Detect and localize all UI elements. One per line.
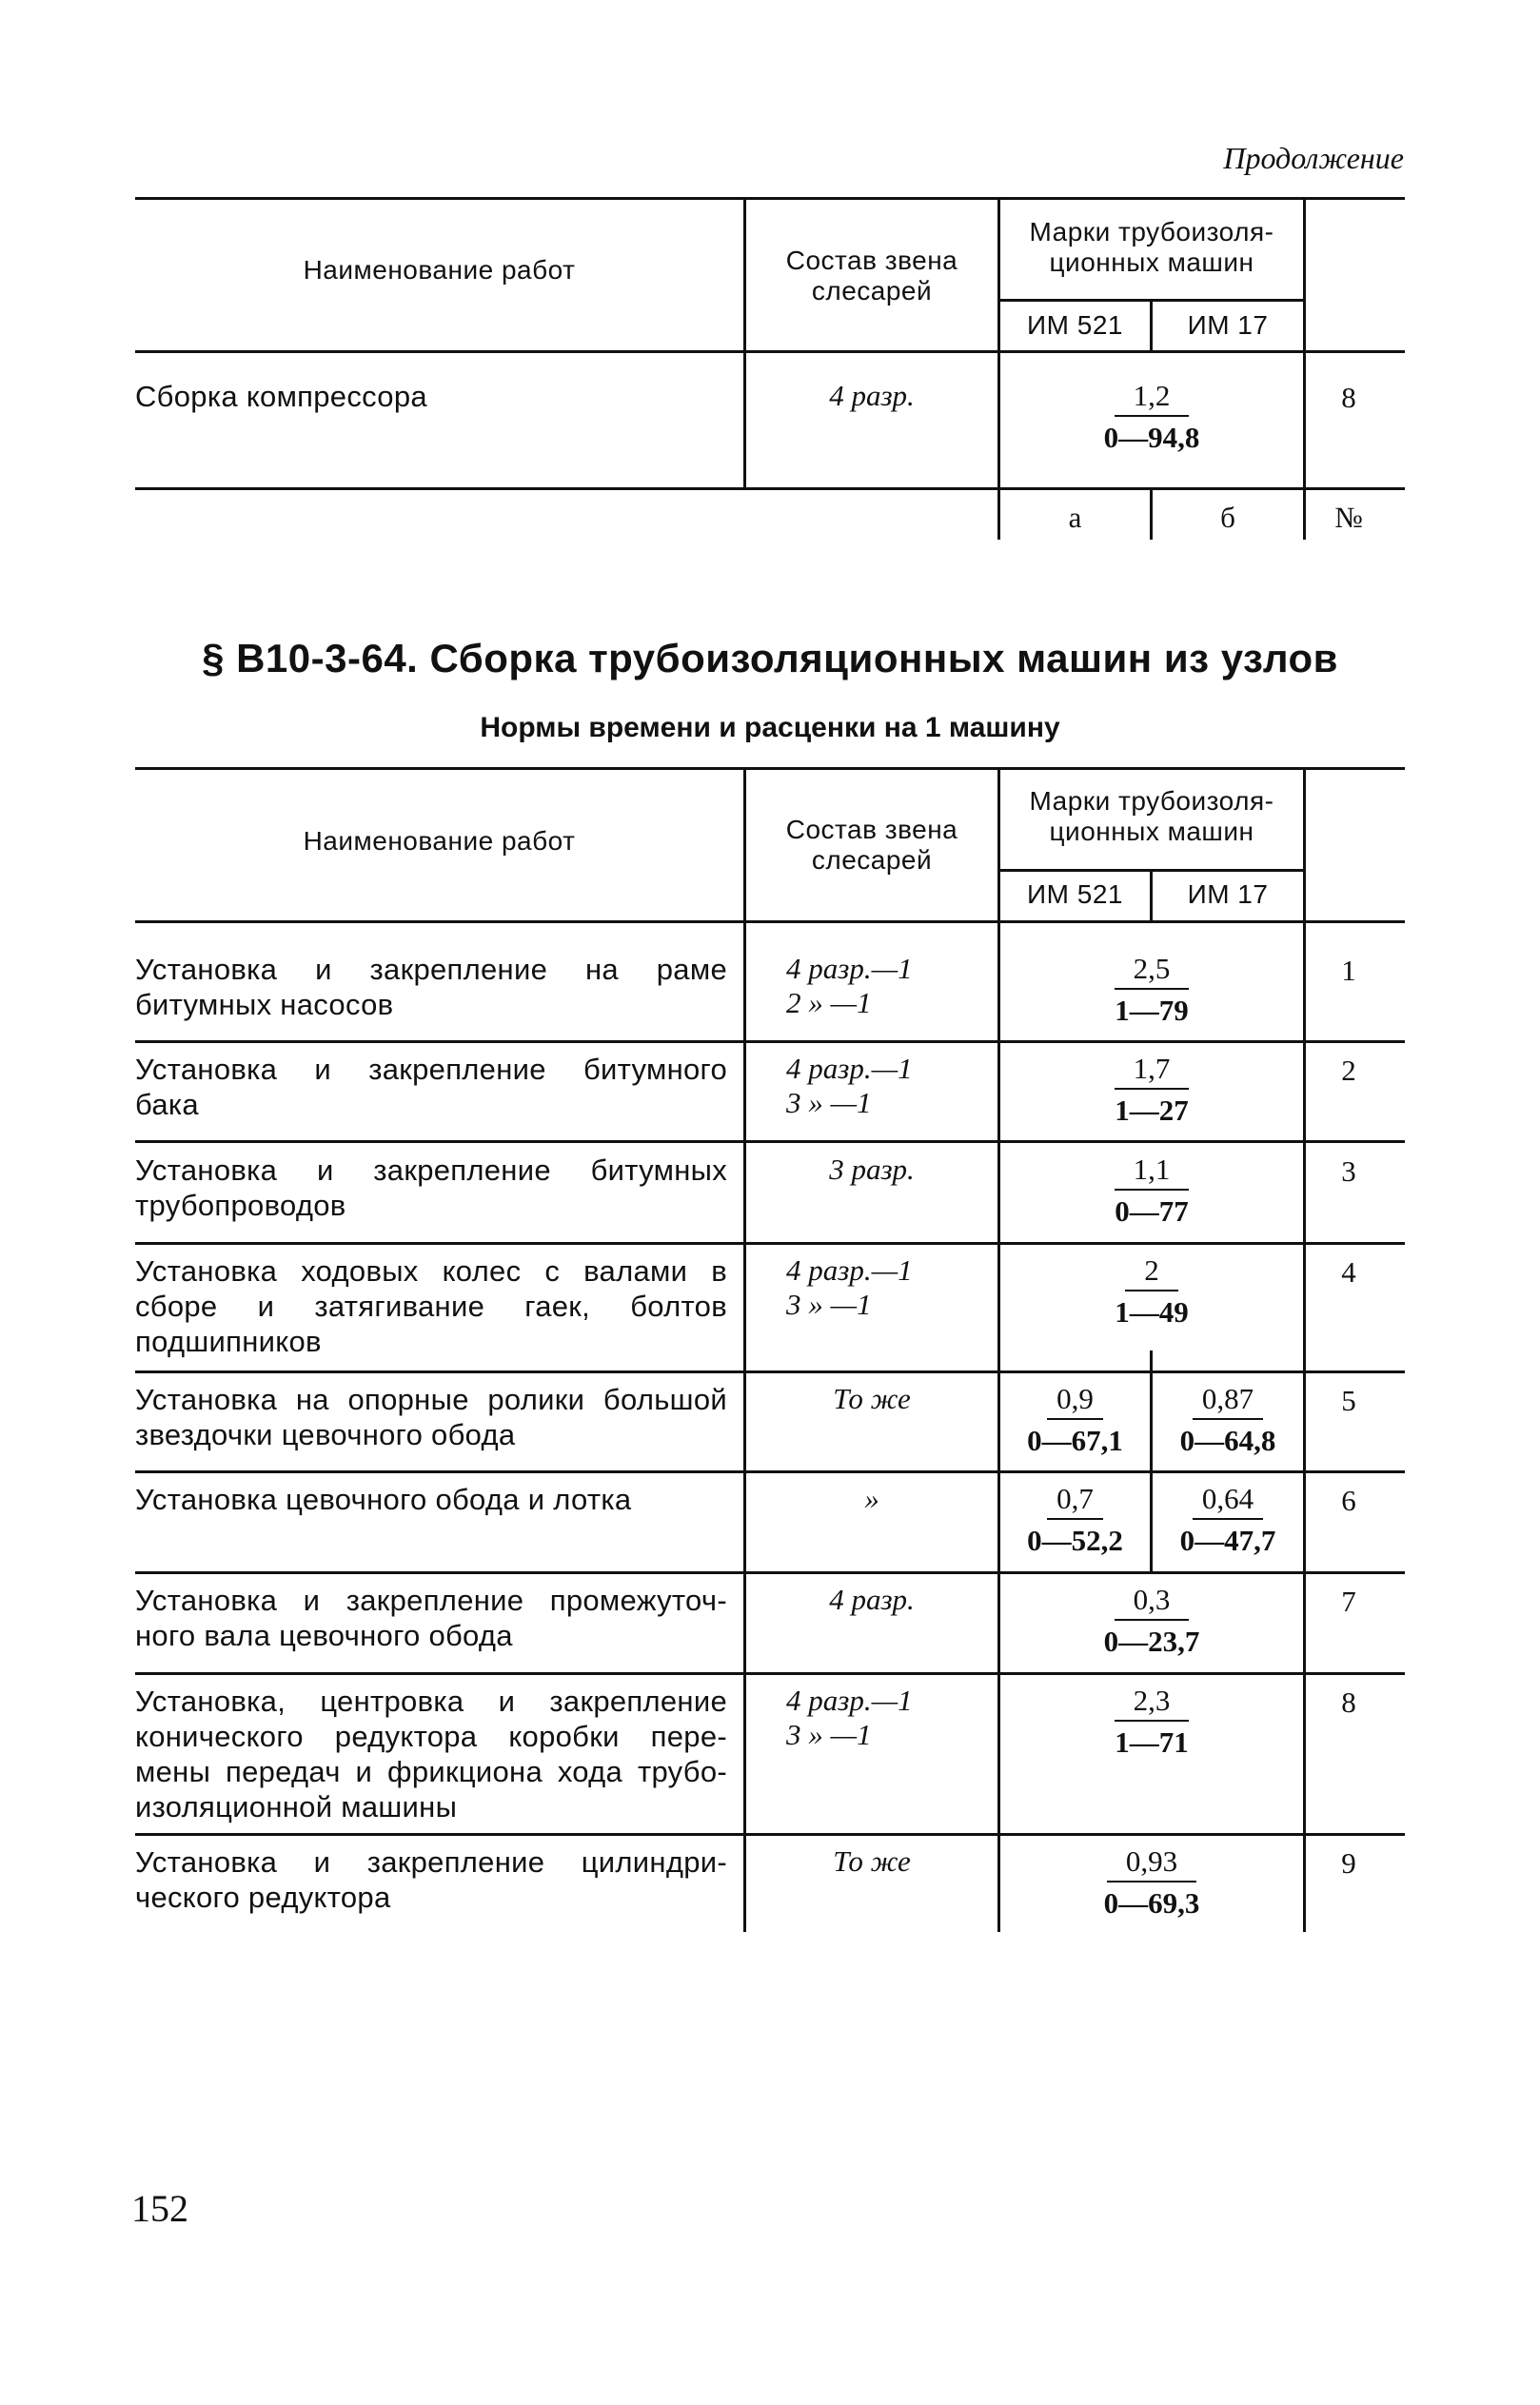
norm-price: 1—79 [1115, 994, 1189, 1027]
table-rule [135, 350, 1405, 353]
row-crew-line: 3 разр. [829, 1153, 915, 1186]
row-crew-line: » [864, 1482, 879, 1515]
row-norm [1000, 1844, 1303, 1921]
row-number: 2 [1341, 1054, 1356, 1087]
norm-price: 0—67,1 [1027, 1424, 1123, 1457]
norm-price: 1—71 [1115, 1725, 1189, 1759]
row-rule [135, 1470, 1405, 1473]
row-rule [135, 1140, 1405, 1143]
column-divider [1303, 767, 1306, 1932]
row-number: 8 [1341, 1685, 1356, 1719]
row-work-line: Установка и закрепление цилиндри- [135, 1845, 727, 1879]
row-norm-im17 [1153, 1482, 1303, 1558]
row-crew [786, 1052, 996, 1120]
column-divider [1303, 197, 1306, 540]
row-work-line: трубопроводов [135, 1189, 346, 1222]
norm-value: 0,93 [1107, 1844, 1196, 1883]
norm-value: 0,7 [1047, 1482, 1103, 1520]
row-work-line: Установка и закрепление промежуточ- [135, 1584, 727, 1617]
row-work [135, 1153, 727, 1223]
row-rule [135, 1672, 1405, 1675]
norm-value: 1,1 [1115, 1153, 1190, 1191]
column-divider [743, 197, 746, 488]
row-number: 5 [1341, 1384, 1356, 1417]
norm-value: 2,5 [1115, 952, 1190, 990]
norm-price: 0—23,7 [1103, 1625, 1200, 1658]
row-work [135, 1684, 727, 1824]
row-crew-line: 4 разр.—1 [786, 1052, 913, 1085]
row-work [135, 952, 727, 1022]
row-crew-line: 3 » —1 [786, 1288, 872, 1321]
column-number-sign: № [1334, 501, 1363, 534]
header-im521: ИМ 521 [1027, 879, 1123, 909]
row-norm [1000, 1684, 1303, 1760]
row-crew-line: То же [833, 1844, 911, 1878]
row-work [135, 1052, 727, 1122]
row-crew [746, 1382, 997, 1416]
norm-price: 0—47,7 [1179, 1524, 1276, 1557]
row-number: 3 [1341, 1154, 1356, 1188]
norm-price: 0—64,8 [1179, 1424, 1276, 1457]
row-work-line: изоляционной машины [135, 1790, 458, 1823]
norm-value: 0,64 [1193, 1482, 1263, 1520]
norm-value: 0,87 [1193, 1382, 1263, 1420]
table-rule [135, 767, 1405, 770]
row-number: 1 [1341, 954, 1356, 987]
row-rule [135, 1370, 1405, 1373]
row-norm-im17 [1153, 1382, 1303, 1458]
header-work-name: Наименование работ [303, 826, 576, 856]
row-number: 6 [1341, 1484, 1356, 1517]
row-work-line: Установка и закрепление на раме [135, 953, 727, 986]
section-title: § В10-3-64. Сборка трубоизоляционных машин из узлов [202, 636, 1338, 680]
row-work-line: Установка цевочного обода и лотка [135, 1483, 632, 1516]
norm-price: 0—69,3 [1103, 1886, 1200, 1920]
section-subtitle: Нормы времени и расценки на 1 машину [480, 712, 1060, 743]
row-work-line: ческого редуктора [135, 1881, 391, 1914]
row-rule [135, 1571, 1405, 1574]
norm-price: 0—52,2 [1027, 1524, 1123, 1557]
row-norm [1000, 1253, 1303, 1330]
row-work-line: сборе и затягивание гаек, болтов [135, 1290, 727, 1323]
row-crew [786, 1253, 996, 1322]
row-number: 4 [1341, 1255, 1356, 1289]
row-work-line: Установка, центровка и закрепление [135, 1685, 727, 1718]
table-rule [135, 487, 1405, 490]
row-norm [1000, 952, 1303, 1028]
row-rule [135, 1040, 1405, 1043]
column-letter-a: а [1068, 501, 1082, 534]
header-crew: Состав звена слесарей [785, 815, 958, 875]
row-work [135, 1253, 727, 1359]
norm-price: 1—49 [1115, 1295, 1189, 1329]
row-work-line: конического редуктора коробки пере- [135, 1720, 727, 1753]
page-number: 152 [131, 2187, 188, 2230]
row-work-line: звездочки цевочного обода [135, 1418, 516, 1451]
row-number: 7 [1341, 1585, 1356, 1618]
continuation-label: Продолжение [1223, 141, 1404, 175]
row-work-line: Установка и закрепление битумных [135, 1153, 727, 1187]
table-rule [135, 197, 1405, 200]
norm-value: 0,9 [1047, 1382, 1103, 1420]
row-work-line: битумных насосов [135, 988, 394, 1021]
row-crew [746, 1482, 997, 1516]
column-letter-b: б [1220, 501, 1235, 534]
row-number: 9 [1341, 1846, 1356, 1880]
row-crew-line: 4 разр.—1 [786, 1253, 913, 1287]
row-work-line: бака [135, 1088, 199, 1121]
row-work [135, 1844, 727, 1915]
row-work-line: Установка ходовых колес с валами в [135, 1254, 727, 1288]
row-rule [135, 1833, 1405, 1836]
row-work [135, 1382, 727, 1452]
row-crew-line: 2 » —1 [786, 986, 872, 1019]
row-work [135, 1583, 727, 1653]
row-crew-line: 3 » —1 [786, 1718, 872, 1751]
norm-value: 0,3 [1115, 1583, 1190, 1621]
row-rule [135, 1242, 1405, 1245]
top-row-norm: $\frac{1,2}{0—94,8}$ [1103, 379, 1200, 454]
header-machines: Марки трубоизоля- ционных машин [1029, 217, 1274, 277]
row-work-line: мены передач и фрикциона хода трубо- [135, 1755, 727, 1788]
row-work-line: Установка на опорные ролики большой [135, 1383, 727, 1416]
top-row-crew: 4 разр. [829, 379, 915, 412]
header-machines: Марки трубоизоля- ционных машин [1029, 786, 1274, 846]
row-work-line: ного вала цевочного обода [135, 1619, 513, 1652]
header-work-name: Наименование работ [303, 255, 576, 285]
row-crew [746, 1844, 997, 1879]
row-crew-line: 4 разр.—1 [786, 952, 913, 985]
row-work-line: Установка и закрепление битумного [135, 1053, 727, 1086]
norm-value: 1,7 [1115, 1052, 1190, 1090]
row-crew [746, 1583, 997, 1617]
top-row-work: Сборка компрессора [135, 380, 427, 413]
row-work-line: подшипников [135, 1325, 322, 1358]
table-rule [135, 920, 1405, 923]
row-crew-line: 4 разр.—1 [786, 1684, 913, 1717]
norm-price: 1—27 [1115, 1094, 1189, 1127]
row-crew [786, 1684, 996, 1752]
header-im17: ИМ 17 [1187, 310, 1269, 340]
header-im521: ИМ 521 [1027, 310, 1123, 340]
header-crew: Состав звена слесарей [785, 246, 958, 306]
row-crew-line: 4 разр. [829, 1583, 915, 1616]
row-crew [786, 952, 996, 1020]
row-work [135, 1482, 727, 1517]
header-im17: ИМ 17 [1187, 879, 1269, 909]
norm-value: 2 [1125, 1253, 1178, 1291]
norm-value: 2,3 [1115, 1684, 1190, 1722]
top-row-number: 8 [1341, 381, 1356, 414]
row-norm-im521 [1000, 1382, 1150, 1458]
row-crew-line: То же [833, 1382, 911, 1415]
row-norm-im521 [1000, 1482, 1150, 1558]
row-norm [1000, 1153, 1303, 1229]
norm-price: 0—77 [1115, 1194, 1189, 1228]
row-norm [1000, 1052, 1303, 1128]
column-divider [743, 767, 746, 1932]
row-crew [746, 1153, 997, 1187]
row-norm [1000, 1583, 1303, 1659]
row-crew-line: 3 » —1 [786, 1086, 872, 1119]
